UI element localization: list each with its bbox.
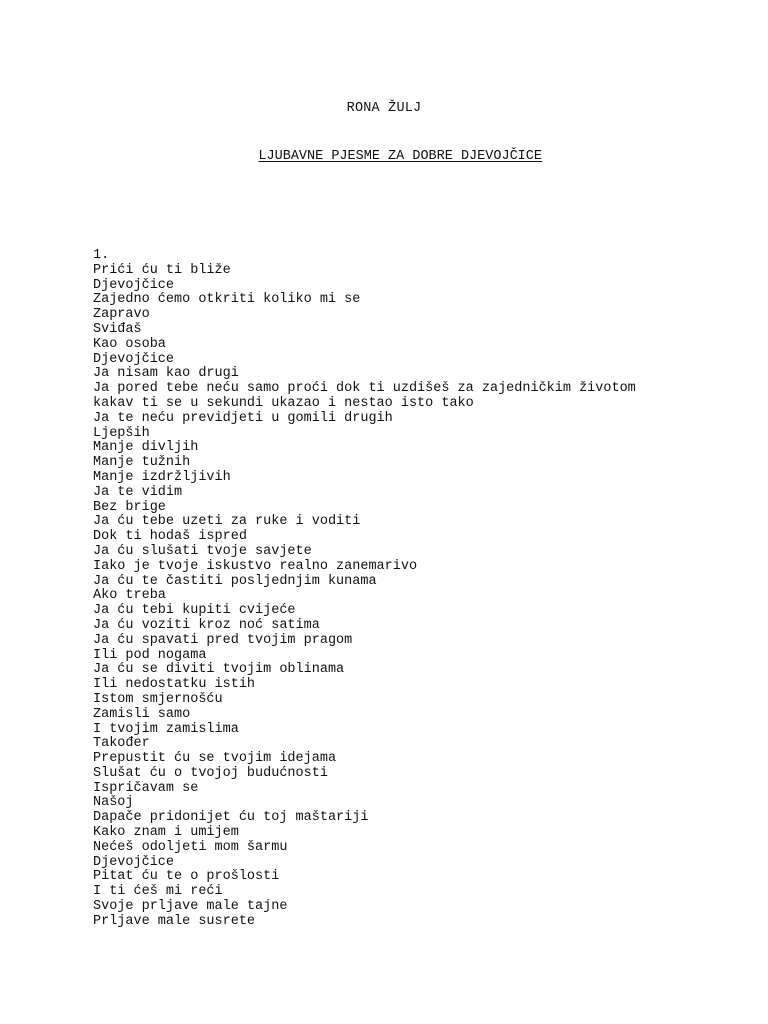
poem-line: Kao osoba [93,336,166,352]
poem-line: Ja ću slušati tvoje savjete [93,543,312,559]
poem-line: Prljave male susrete [93,913,256,929]
poem-line: Dok ti hodaš ispred [93,529,247,545]
poem-line: Pitat ću te o prošlosti [93,869,280,885]
document-author: RONA ŽULJ [346,101,422,116]
poem-line: Dapače pridonijet ću toj maštariji [93,810,369,826]
poem-line: Ja nisam kao drugi [93,366,239,382]
document-title-wrapper [0,131,768,182]
poem-line: Ja ću tebe uzeti za ruke i voditi [93,514,361,530]
poem-line: I tvojim zamislima [93,721,239,737]
poem-line: Ja te neću previdjeti u gomili drugih [93,410,393,426]
poem-line: Iako je tvoje iskustvo realno zanemarivo [93,558,418,574]
poem-line: Manje izdržljivih [93,469,231,485]
poem-line: Ispričavam se [93,780,199,796]
poem-line: Djevojčice [93,277,175,293]
poem-line: Ja ću tebi kupiti cvijeće [93,603,296,619]
poem-number: 1. [93,248,110,263]
poem-line: Kako znam i umijem [93,825,239,841]
poem-line: Zajedno ćemo otkriti koliko mi se [93,292,361,308]
poem-line: Ja ću voziti kroz noć satima [93,617,320,633]
poem-line: Zamisli samo [93,706,191,722]
poem-line: Ja pored tebe neću samo proći dok ti uzdišeš za zajedničkim životom [93,381,636,397]
poem-line: I ti ćeš mi reći [93,884,223,900]
poem-line: Bez brige [93,499,166,515]
poem-line: Djevojčice [93,854,175,870]
poem-line: Istom smjernošću [93,691,223,707]
poem-line: Slušat ću o tvojoj budućnosti [93,765,328,781]
poem-line: Ja ću se diviti tvojim oblinama [93,662,345,678]
poem-line: Ja ću te častiti posljednjim kunama [93,573,377,589]
poem-line: Ako treba [93,588,166,604]
poem-line: Sviđaš [93,321,142,337]
poem-line: Našoj [93,795,134,811]
poem-line: Ili nedostatku istih [93,677,256,693]
poem-line: Nećeš odoljeti mom šarmu [93,839,288,855]
poem [93,249,753,930]
poem-line: Manje tužnih [93,455,191,471]
poem-lines [93,264,753,930]
poem-line: Ili pod nogama [93,647,207,663]
poem-line: Zapravo [93,307,150,323]
poem-line: Ljepših [93,425,150,441]
poem-line: Djevojčice [93,351,175,367]
poem-line: Manje divljih [93,440,199,456]
poem-line: Prepustit ću se tvojim idejama [93,751,337,767]
poem-line: Ja te vidim [93,484,183,500]
poem-line: kakav ti se u sekundi ukazao i nestao isto tako [93,395,474,411]
poem-line: Ja ću spavati pred tvojim pragom [93,632,353,648]
poem-line: Svoje prljave male tajne [93,899,288,915]
document-title: LJUBAVNE PJESME ZA DOBRE DJEVOJČICE [258,149,542,164]
poem-line: Prići ću ti bliže [93,262,231,278]
poem-line: Također [93,736,150,752]
